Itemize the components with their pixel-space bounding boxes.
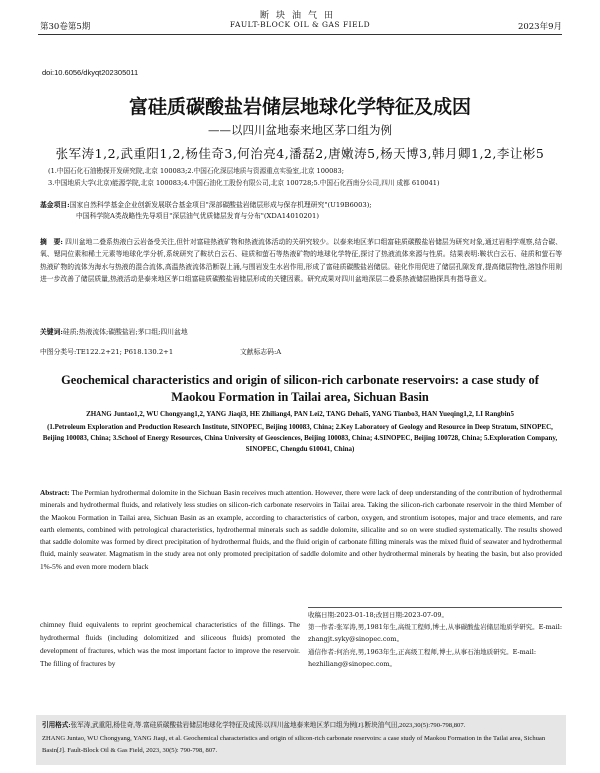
keywords-cn-label: 关键词: bbox=[40, 328, 63, 336]
abstract-en bbox=[40, 487, 562, 573]
first-author-info: 第一作者:张军涛,男,1981年生,高级工程师,博士,从事碳酸盐岩储层地质学研究。E-mail: zhangjt.syky@sinopec.com。 bbox=[308, 623, 563, 644]
funding-line-1: 国家自然科学基金企业创新发展联合基金项目"深部碳酸盐岩储层形成与保存机理研究"(U19B6003); bbox=[69, 201, 372, 209]
title-en: Geochemical characteristics and origin of silicon-rich carbonate reservoirs: a case study of Maokou Formation in Tailai area, Sichuan Basin bbox=[61, 373, 539, 404]
journal-name-cn: 断块油气田 bbox=[259, 11, 340, 21]
abstract-en-text: The Permian hydrothermal dolomite in the Sichuan Basin receives much attention. However, there were lack of deep understanding of the contribution of hydrothermal minerals and hydrothermal fluids, and relatively less studies on silicon-rich carbonate reservoirs in Tailai area. Taking the silicon-rich carbonate reservoir in the third Member of the Maokou Formation in Tailai area, Sichuan Basin as an example, according to characteristics of carbon, oxygen, and strontium isotopes, major and trace elements, and rare earth elements, combined with petrological characteristics, hydrothermal minerals such as saddle dolomite, silicalite and so on were studied systematically. The results showed that saddle dolomite was formed by direct precipitation of hydrothermal fluids, and the fluid origin of carbonate filling minerals was the mixed fluid of seawater and hydrothermal fluid, mainly seawater. Magmatism in the study area not only promoted precipitation of saddle dolomite and other hydrothermal minerals by heating the basin, but also provided 1%-5% and even more modern black bbox=[40, 488, 562, 571]
affiliation-cn-line-2: 3.中国地质大学(北京)能源学院,北京 100083;4.中国石油化工股份有限公司,北京 100728;5.中国石化西南分公司,四川 成都 610041) bbox=[48, 179, 440, 187]
abstract-en-continued: chimney fluid equivalents to reprint geochemical characteristics of the fillings. The hydrothermal fluids (including dolomitized and siliceous fluids) promoted the development of fractures, which was the most important factor to improve the reservoir. The filling of fractures by bbox=[40, 620, 300, 668]
issue-date: 2023年9月 bbox=[517, 22, 562, 32]
abstract-en-label: Abstract: bbox=[40, 488, 70, 497]
title-cn: 富硅质碳酸盐岩储层地球化学特征及成因 bbox=[128, 96, 471, 118]
keywords-cn bbox=[40, 326, 562, 336]
header-rule bbox=[38, 34, 562, 35]
document-code: 文献标志码:A bbox=[240, 348, 282, 356]
journal-name-en: FAULT-BLOCK OIL & GAS FIELD bbox=[229, 20, 371, 29]
volume-issue: 第30卷第5期 bbox=[40, 22, 91, 32]
keywords-cn-text: 硅质;热液流体;碳酸盐岩;茅口组;四川盆地 bbox=[62, 328, 188, 336]
abstract-cn bbox=[40, 236, 562, 286]
citation-en: ZHANG Juntao, WU Chongyang, YANG Jiaqi, et al. Geochemical characteristics and origin of silicon-rich carbonate reservoirs: a case study of Maokou Formation in the Tailai area, Sichuan Basin[J]. Fault-Block Oil & Gas Field, 2023, 30(5): 790-798, 807. bbox=[42, 734, 546, 754]
funding bbox=[40, 200, 562, 222]
info-rule bbox=[308, 607, 562, 608]
authors-en: ZHANG Juntao1,2, WU Chongyang1,2, YANG Jiaqi3, HE Zhiliang4, PAN Lei2, TANG Dehai5, YANG Tianbo3, HAN Yueqing1,2, LI Rangbin5 bbox=[86, 410, 514, 418]
subtitle-cn: ——以四川盆地泰来地区茅口组为例 bbox=[208, 123, 392, 137]
authors-cn: 张军涛1,2,武重阳1,2,杨佳奇3,何治亮4,潘磊2,唐嫩涛5,杨天博3,韩月卿1,2,李让彬5 bbox=[55, 146, 545, 161]
article-info bbox=[308, 609, 562, 670]
citation-label: 引用格式: bbox=[42, 722, 71, 729]
abstract-cn-label: 摘 要: bbox=[40, 238, 63, 246]
affiliation-cn-line-1: (1.中国石化石油勘探开发研究院,北京 100083;2.中国石化深层地质与资源重点实验室,北京 100083; bbox=[48, 167, 344, 175]
funding-label: 基金项目: bbox=[40, 201, 70, 209]
doi[interactable]: doi:10.6056/dkyqt202305011 bbox=[42, 68, 139, 77]
citation-cn: 张军涛,武重阳,杨佳奇,等.富硅质碳酸盐岩储层地球化学特征及成因:以四川盆地泰来地区茅口组为例[J].断块油气田,2023,30(5):790-798,807. bbox=[70, 722, 466, 729]
citation bbox=[42, 720, 562, 758]
abstract-cn-text: 四川盆地二叠系热液白云岩备受关注,但针对富硅热液矿物和热液流体活动的关研究较少。以泰来地区茅口组富硅质碳酸盐岩储层为研究对象,通过岩相学观察,结合碳、氧、锶同位素和稀土元素等地球化学分析,系统研究了鞍状白云石、硅质和萤石等热液矿物的地球化学特征,探讨了热液流体来源与性质。结果表明:鞍状白云石、硅质和萤石等热液矿物的流体为海水与热液的混合流体,高温热液流体沿断裂上涌,与围岩发生水岩作用,形成了富硅质碳酸盐岩储层。硅化作用促进了储层孔隙发育,提高储层物性,溶蚀作用则进一步改善了储层质量,热液活动是泰来地区茅口组富硅质碳酸盐岩储层形成的关键因素。研究成果对四川盆地深层二叠系热液储层勘探具有指导意义。 bbox=[40, 238, 563, 284]
clc-number: 中图分类号:TE122.2+21; P618.130.2+1 bbox=[40, 348, 174, 356]
funding-line-2: 中国科学院A类战略性先导项目"深层油气优质储层发育与分布"(XDA14010201) bbox=[76, 212, 319, 220]
affiliations-en: (1.Petroleum Exploration and Production Research Institute, SINOPEC, Beijing 100083, China; 2.Key Laboratory of Geology and Resource in Deep Stratum, SINOPEC, Beijing 100083, China; 3.School of Energy Resources, China University of Geosciences, Beijing 100083, China; 4.SINOPEC, Beijing 100728, China; 5.Exploration Company, SINOPEC, Chengdu 610041, China) bbox=[42, 423, 558, 453]
received-date: 收稿日期:2023-01-18;改回日期:2023-07-09。 bbox=[308, 611, 449, 619]
corresponding-author-info: 通信作者:何治亮,男,1963年生,正高级工程师,博士,从事石油地质研究。E-mail: hezhiliang@sinopec.com。 bbox=[308, 647, 537, 668]
